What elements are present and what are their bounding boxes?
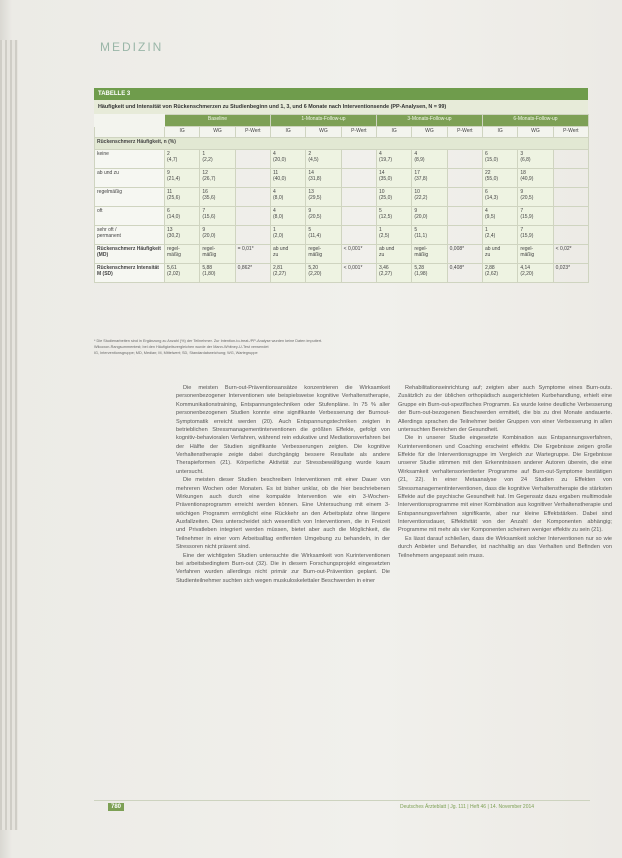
table-cell: 10 (22,2): [412, 188, 447, 207]
table-cell: 0,023*: [553, 264, 588, 283]
table-cell: 4 (20,0): [270, 150, 305, 169]
row-label: oft: [95, 207, 165, 226]
table-cell: = 0,01*: [235, 245, 270, 264]
table-cell: 18 (40,9): [518, 169, 553, 188]
table-cell: 4 (9,5): [482, 207, 517, 226]
row-label: ab und zu: [95, 169, 165, 188]
table-cell: 2 (4,5): [306, 150, 341, 169]
time-header: 1-Monats-Follow-up: [270, 115, 376, 127]
journal-citation: Deutsches Ärzteblatt | Jg. 111 | Heft 46 | 14. November 2014: [400, 804, 535, 810]
paragraph: Die meisten dieser Studien beschreiben Interventionen mit einer Dauer von mehreren Wochen oder Monaten. Es ist bisher unklar, ob die hier beschriebenen Wirkungen auch durch eine kompakte Intervention wie ein 3-Wochen-Präventionsprogramm erreicht werden können. Eine Untersuchung mit einem 3-wöchigen Programm ermöglicht eine Rückkehr an den Arbeitsplatz ohne längere Ausfallzeiten. Dies unterscheidet sich wesentlich von Interventionen, die in Freizeit und Privatleben integriert werden müssen, bietet aber auch die Möglichkeit, die Teilnehmer in einer vom Arbeitsalltag entfernten Umgebung zu behandeln, in der Stressoren nicht präsent sind.: [176, 477, 390, 551]
paragraph: Rehabilitationseinrichtung auf; zeigten aber auch Symptome eines Burn-outs. Zusätzlich zu der üblichen orthopädisch ausgerichteten Kurbehandlung, erhielt eine Gruppe ein Burn-out-spezifisches Programm. Es wurde keine deutliche Verbesserung der Burn-out-bezogenen Beschwerden ermittelt, die bis zu drei Monate andauerte. Allerdings sprachen die Teilnehmer beider Gruppen von einer Verbesserung in allen untersuchten Bereichen der Gesundheit.: [398, 385, 612, 433]
table-cell: 1 (2,2): [200, 150, 235, 169]
table-cell: 9 (21,4): [165, 169, 200, 188]
section-row: [95, 138, 589, 150]
table-cell: 4 (8,0): [270, 207, 305, 226]
sub-header-row: [95, 127, 589, 138]
table-cell: 9 (20,0): [200, 226, 235, 245]
table-cell: 22 (55,0): [482, 169, 517, 188]
table-cell: < 0,02*: [553, 245, 588, 264]
table-cell: regel- mäßig: [518, 245, 553, 264]
table-cell: regel- mäßig: [412, 245, 447, 264]
table-cell: 5,28 (1,98): [412, 264, 447, 283]
page-number: 780: [108, 803, 124, 811]
paragraph: Es lässt darauf schließen, dass die Wirksamkeit solcher Interventionen nur so wie durch Anbieter und Behandler, ist nachhaltig an das Verhalten und Befinden von Teilnehmern angepasst sein muss.: [398, 535, 612, 559]
table-cell: 9 (20,0): [412, 207, 447, 226]
table-cell: 7 (15,9): [518, 226, 553, 245]
table-cell: 12 (26,7): [200, 169, 235, 188]
row-label: keine: [95, 150, 165, 169]
sub-header: WG: [200, 127, 235, 138]
table-cell: 5 (12,5): [376, 207, 411, 226]
table-cell: 13 (30,2): [165, 226, 200, 245]
row-label: Rückenschmerz Häufigkeit (MD): [95, 245, 165, 264]
table-cell: 4 (19,7): [376, 150, 411, 169]
table-cell: [553, 226, 588, 245]
table-cell: < 0,001*: [341, 264, 376, 283]
table-cell: 6 (14,3): [482, 188, 517, 207]
table-cell: 9 (20,5): [306, 207, 341, 226]
table-label: TABELLE 3: [94, 88, 588, 100]
sub-header: P-Wert: [447, 127, 482, 138]
table-cell: [447, 226, 482, 245]
table-cell: [341, 169, 376, 188]
table-title: Häufigkeit und Intensität von Rückenschmerzen zu Studienbeginn und 1, 3, und 6 Monate nach Interventionsende (PP-Analysen, N = 99): [94, 100, 588, 114]
table-cell: 5,20 (2,20): [306, 264, 341, 283]
table-cell: 17 (37,8): [412, 169, 447, 188]
sub-header: IG: [482, 127, 517, 138]
sub-header: WG: [518, 127, 553, 138]
section-header: MEDIZIN: [100, 40, 164, 54]
table-cell: regel- mäßig: [165, 245, 200, 264]
time-header: Baseline: [165, 115, 271, 127]
page-stack-edges: [0, 40, 18, 830]
body-column-right: [398, 384, 612, 560]
table-cell: 5,61 (2,02): [165, 264, 200, 283]
table-cell: [553, 150, 588, 169]
table-cell: 3 (6,8): [518, 150, 553, 169]
table-cell: regel- mäßig: [306, 245, 341, 264]
data-table: [94, 114, 589, 283]
table-cell: [553, 188, 588, 207]
table-cell: [447, 207, 482, 226]
table-cell: [235, 207, 270, 226]
footnote: IG, Interventionsgruppe; MD, Median; M, Mittelwert; SD, Standardabweichung; WG, Wartegruppe: [94, 351, 258, 355]
table-cell: 7 (15,9): [518, 207, 553, 226]
table-row: [95, 169, 589, 188]
table-cell: 4,14 (2,20): [518, 264, 553, 283]
sub-header: WG: [306, 127, 341, 138]
table-cell: 5 (11,4): [306, 226, 341, 245]
table-cell: ab und zu: [482, 245, 517, 264]
table-cell: 14 (35,0): [376, 169, 411, 188]
table-cell: 11 (25,6): [165, 188, 200, 207]
table-cell: 2,88 (2,62): [482, 264, 517, 283]
table-cell: 2,81 (2,27): [270, 264, 305, 283]
sub-header: IG: [376, 127, 411, 138]
table-3: [94, 88, 588, 336]
table-cell: [235, 188, 270, 207]
table-cell: 0,862*: [235, 264, 270, 283]
table-cell: 1 (2,5): [376, 226, 411, 245]
table-cell: 4 (8,0): [270, 188, 305, 207]
table-cell: 2 (4,7): [165, 150, 200, 169]
table-cell: 5 (11,1): [412, 226, 447, 245]
table-cell: [235, 169, 270, 188]
paragraph: Die meisten Burn-out-Präventionsansätze konzentrieren die Wirksamkeit personenbezogener Interventionen wie beispielsweise kognitive Verhaltenstherapie, Kommunikationstraining, Entspannungstechniken oder Stufenpläne. In 75 % aller personenbezogenen Studien konnte eine signifikante Verbesserung der Burnout-Symptomatik erreicht werden (20). Auch Entspannungstechniken zeigten in betrieblichen Stressmanagementinterventionen die größten Effekte, gefolgt von kognitiv-behavioralen Verfahren, während rein edukative und Mediationsverfahren bei der Hälfte der Studien signifikante Verbesserungen zeigten. Die kognitive Verhaltenstherapie zeigte dabei durchgängig bessere Resultate als andere Therapieformen (21). Körperliche Aktivität zur Stressbewältigung wurde kaum untersucht.: [176, 385, 390, 475]
time-header: 3-Monats-Follow-up: [376, 115, 482, 127]
table-cell: [341, 150, 376, 169]
table-cell: 11 (40,0): [270, 169, 305, 188]
table-cell: 13 (29,5): [306, 188, 341, 207]
table-cell: 7 (15,6): [200, 207, 235, 226]
table-cell: 5,88 (1,80): [200, 264, 235, 283]
table-cell: ab und zu: [376, 245, 411, 264]
table-cell: 6 (15,0): [482, 150, 517, 169]
table-cell: [447, 188, 482, 207]
sub-header: IG: [165, 127, 200, 138]
table-cell: [235, 150, 270, 169]
table-row: [95, 188, 589, 207]
footnote: * Die Studienarbeiten sind in Ergänzung zu Anzahl (%) der Teilnehmer. Zur Intention-to-treat-/PP-Analyse wurden keine Daten imputiert.: [94, 339, 323, 343]
table-cell: [553, 207, 588, 226]
table-cell: 10 (25,0): [376, 188, 411, 207]
table-cell: [235, 226, 270, 245]
table-cell: 1 (2,4): [482, 226, 517, 245]
table-cell: [341, 188, 376, 207]
sub-header: IG: [270, 127, 305, 138]
sub-header: P-Wert: [341, 127, 376, 138]
time-header: 6-Monats-Follow-up: [482, 115, 588, 127]
row-label: sehr oft / permanent: [95, 226, 165, 245]
table-cell: [341, 207, 376, 226]
table-cell: ab und zu: [270, 245, 305, 264]
body-column-left: [176, 384, 390, 585]
table-cell: 14 (31,8): [306, 169, 341, 188]
table-cell: [447, 150, 482, 169]
table-cell: [553, 169, 588, 188]
table-cell: 6 (14,0): [165, 207, 200, 226]
row-label: regelmäßig: [95, 188, 165, 207]
sub-header: P-Wert: [553, 127, 588, 138]
table-row: [95, 207, 589, 226]
table-row: [95, 245, 589, 264]
table-cell: 3,46 (2,27): [376, 264, 411, 283]
sub-header: P-Wert: [235, 127, 270, 138]
table-cell: 0,008*: [447, 245, 482, 264]
table-row: [95, 264, 589, 283]
paragraph: Die in unserer Studie eingesetzte Kombination aus Entspannungsverfahren, Kurinterventionen und Coaching erscheint effektiv. Die Ergebnisse zeigen große Effekte für die Interventionsgruppe im Vergleich zur Wartegruppe. Die Ergebnisse unserer Studie stimmen mit den Erkenntnissen anderer Autoren überein, die eine Wirksamkeit verhaltensorientierter Programme auf Burn-out-Symptome bestätigen (21, 22). In einer Metaanalyse von 24 Studien zu Effekten von Stressmanagementinterventionen, dass die kognitive Verhaltenstherapie die stärksten Effekte auf die psychische Gesundheit hat. Im Gegensatz dazu ergaben multimodale Interventionsprogramme mit einer Kombination aus kognitiver Verhaltenstherapie und Entspannungsverfahren signifikante, aber nur kleine Effektstärken. Dabei sind Interventionsdauer, Effektivität von der Anzahl der Komponenten abhängig; Programme mit mehr als vier Komponenten scheinen weniger effektiv zu sein (21).: [398, 435, 612, 534]
table-cell: [341, 226, 376, 245]
table-cell: < 0,001*: [341, 245, 376, 264]
table-cell: 9 (20,5): [518, 188, 553, 207]
sub-header: WG: [412, 127, 447, 138]
table-cell: 1 (2,0): [270, 226, 305, 245]
table-cell: 0,408*: [447, 264, 482, 283]
table-cell: 4 (8,9): [412, 150, 447, 169]
table-row: [95, 226, 589, 245]
table-row: [95, 150, 589, 169]
row-label: Rückenschmerz Intensität M (SD): [95, 264, 165, 283]
section-label: Rückenschmerz Häufigkeit, n (%): [95, 138, 589, 150]
footer-divider: [94, 800, 590, 801]
table-footnotes: [94, 338, 588, 356]
table-cell: [447, 169, 482, 188]
table-cell: 16 (35,6): [200, 188, 235, 207]
footnote: Wilcoxon-Rangsummentest; bei den Häufigkeitsvergleichen wurde der Mann-Whitney-U-Test verwendet: [94, 345, 269, 349]
table-cell: regel- mäßig: [200, 245, 235, 264]
paragraph: Eine der wichtigsten Studien untersuchte die Wirksamkeit von Kurinterventionen bei arbeitsbedingtem Burn-out (32). Die in diesem Forschungsprojekt eingesetzten Verfahren wurden allerdings nicht primär zur Burn-out-Prävention geplant. Die Studienteilnehmer suchten sich wegen muskuloskelettaler Beschwerden in einer: [176, 552, 390, 584]
